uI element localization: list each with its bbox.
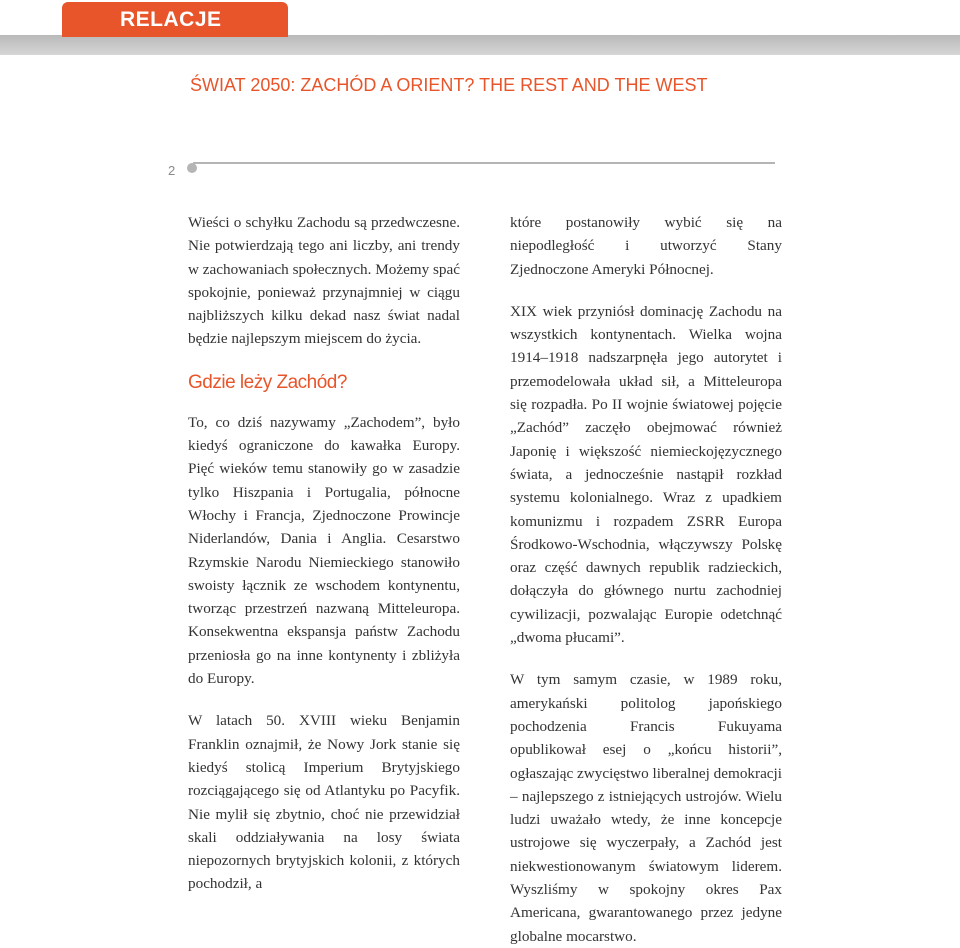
page-title: ŚWIAT 2050: ZACHÓD A ORIENT? THE REST AND THE WEST <box>190 75 708 95</box>
page-number: 2 <box>168 163 176 178</box>
right-column <box>510 211 782 945</box>
section-tab-label: RELACJE <box>120 8 222 31</box>
header-band <box>0 35 960 55</box>
body-paragraph: XIX wiek przyniósł dominację Zachodu na wszystkich kontynentach. Wielka wojna 1914–1918 nadszarpnęła jego autorytet i przemodelowała układ sił, a Mitteleuropa się rozpadła. Po II wojnie światowej pojęcie „Zachód” zaczęło obejmować również Japonię i większość niemieckojęzycznego świata, a jednocześnie nastąpił rozkład systemu kolonialnego. Wraz z upadkiem komunizmu i rozpadem ZSRR Europa Środkowo-Wschodnia, włączywszy Polskę oraz część dawnych republik radzieckich, dołączyła do głównego nurtu zachodniej cywilizacji, pozwalając Europie odetchnąć „dwoma płucami”. <box>510 302 782 647</box>
body-paragraph: W tym samym czasie, w 1989 roku, amerykański politolog japońskiego pochodzenia Francis Fukuyama opublikował esej o „końcu historii”, ogłaszając zwycięstwo liberalnej demokracji – najlepszego z istniejących ustrojów. Wielu ludzi uważało wtedy, że inne koncepcje ustrojowe się wyczerpały, a Zachód jest niekwestionowanym światowym liderem. Wyszliśmy w spokojny okres Pax Americana, gwarantowanego przez jedyne globalne mocarstwo. <box>510 671 782 945</box>
body-paragraph: które postanowiły wybić się na niepodległość i utworzyć Stany Zjednoczone Ameryki Północnej. <box>510 214 782 278</box>
intro-paragraph: Wieści o schyłku Zachodu są przedwczesne. Nie potwierdzają tego ani liczby, ani trendy w zachowaniach społecznych. Możemy spać spokojnie, ponieważ przynajmniej w ciągu najbliższych kilku dekad nasz świat nadal będzie najlepszym miejscem do życia. <box>188 214 460 348</box>
left-column <box>188 211 460 919</box>
body-paragraph: To, co dziś nazywamy „Zachodem”, było kiedyś ograniczone do kawałka Europy. Pięć wieków temu stanowiły go w zasadzie tylko Hiszpania i Portugalia, północne Włochy i Francja, Zjednoczone Prowincje Niderlandów, Dania i Anglia. Cesarstwo Rzymskie Narodu Niemieckiego stanowiło swoisty łącznik ze wschodem kontynentu, tworząc przestrzeń nazwaną Mitteleuropa. Konsekwentna ekspansja państw Zachodu przeniosła go na inne kontynenty i zbliżyła do Europy. <box>188 413 460 688</box>
divider-line <box>193 162 775 164</box>
body-paragraph: W latach 50. XVIII wieku Benjamin Franklin oznajmił, że Nowy Jork stanie się kiedyś stolicą Imperium Brytyjskiego rozciągającego się od Atlantyku po Pacyfik. Nie mylił się zbytnio, choć nie przewidział skali oddziaływania na losy świata niepozornych brytyjskich kolonii, z których pochodził, a <box>188 712 460 893</box>
divider-dot <box>187 163 197 173</box>
section-tab[interactable] <box>62 2 288 37</box>
section-heading: Gdzie leży Zachód? <box>188 371 347 393</box>
